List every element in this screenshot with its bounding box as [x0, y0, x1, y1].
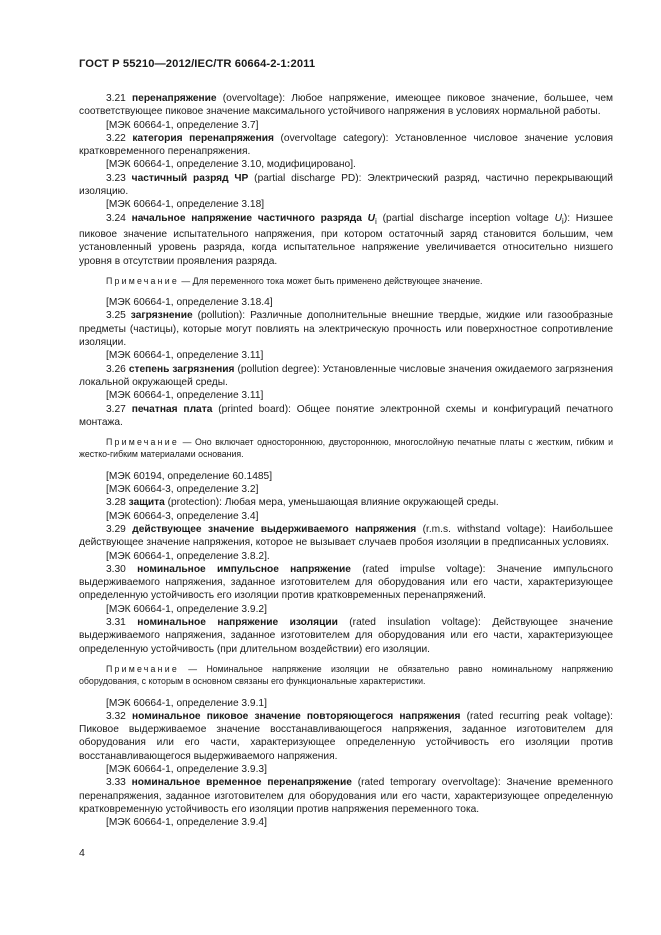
term-name: действующее значение выдерживаемого напряжения	[132, 523, 417, 535]
term-text: (overvoltage): Любое напряжение, имеющее пиковое значение, большее, чем соответствующее пиковое значение максимального устойчивого напряжения в условиях нормальной работы.	[79, 93, 613, 118]
term-text: (pollution degree): Установленные числовые значения ожидаемого загрязнения локальной окружающей среды.	[79, 363, 613, 388]
note-paragraph	[79, 436, 613, 461]
term-name: номинальное напряжение изоляции	[137, 617, 338, 629]
term-number: 3.25	[106, 310, 126, 322]
term-definition	[79, 172, 613, 199]
document-header: ГОСТ Р 55210—2012/IEC/TR 60664-2-1:2011	[79, 58, 316, 70]
term-definition	[79, 92, 613, 119]
note-text: — Оно включает одностороннюю, двустороннюю, многослойную печатные платы с жестким, гибким и жестко-гибким материалами основания.	[79, 437, 613, 460]
note-label: Примечание	[106, 275, 179, 286]
reference-line: [МЭК 60664-1, определение 3.11]	[106, 350, 264, 362]
term-text: (pollution): Различные дополнительные внешние твердые, жидкие или газообразные предметы (частицы), которые могут повлиять на электрическую прочность или поверхностное сопротивление изоляции.	[79, 310, 613, 349]
note-label: Примечание	[106, 663, 179, 674]
symbol-subscript: i	[375, 215, 377, 226]
term-number: 3.27	[106, 403, 126, 415]
term-text: (rated temporary overvoltage): Значение временного перенапряжения, заданное изготовителем для оборудования или его части, характеризующее определенную кратковременную устойчивость его изоляции против напряжения переменного тока.	[79, 777, 613, 815]
term-number: 3.33	[106, 777, 126, 789]
term-number: 3.22	[106, 132, 126, 144]
term-definition	[79, 403, 613, 430]
term-number: 3.21	[106, 93, 126, 104]
term-text: (r.m.s. withstand voltage): Наибольшее действующее значение напряжения, которое не вызывает случаев пробоя изоляции в предписанных условиях.	[79, 523, 613, 549]
term-text: (protection): Любая мера, уменьшающая влияние окружающей среды.	[164, 497, 499, 509]
term-definition	[79, 563, 613, 603]
reference-line: [МЭК 60664-1, определение 3.11]	[106, 390, 264, 402]
term-text: (overvoltage category): Установленное числовое значение условия кратковременного перенапряжения.	[79, 132, 613, 158]
reference-line: [МЭК 60664-1, определение 3.9.4]	[106, 817, 267, 829]
term-definition	[79, 363, 613, 390]
term-definition	[79, 710, 613, 763]
term-text: (partial discharge inception voltage	[376, 212, 555, 224]
note-text: — Номинальное напряжение изоляции не обязательно равно номинальному напряжению оборудования, с которым в основном связаны его функциональные характеристики.	[79, 663, 613, 687]
term-text: (rated recurring peak voltage): Пиковое выдерживаемое значение восстанавливающегося напряжения, заданное изготовителем для оборудования или его части, характеризующее определенную устойчивость его изоляции против восстанавливающегося выдерживаемого напряжения.	[79, 710, 613, 762]
term-number: 3.28	[106, 497, 126, 509]
term-number: 3.29	[106, 523, 126, 535]
term-number: 3.23	[106, 172, 126, 184]
note-text: — Для переменного тока может быть применено действующее значение.	[178, 275, 483, 286]
term-name: номинальное временное перенапряжение	[131, 777, 352, 789]
term-definition	[79, 132, 613, 159]
term-number: 3.30	[106, 563, 126, 575]
term-name: категория перенапряжения	[132, 132, 274, 144]
term-definition	[79, 523, 613, 550]
reference-line: [МЭК 60664-1, определение 3.9.2]	[106, 603, 267, 615]
note-paragraph	[79, 663, 613, 688]
reference-line: [МЭК 60664-1, определение 3.9.3]	[106, 763, 267, 775]
term-name: номинальное импульсное напряжение	[137, 563, 351, 575]
term-name: номинальное пиковое значение повторяющегося напряжения	[131, 710, 461, 722]
term-number: 3.32	[106, 710, 126, 722]
page-number: 4	[79, 847, 85, 859]
term-name: загрязнение	[130, 310, 193, 322]
reference-line: [МЭК 60664-3, определение 3.2]	[106, 484, 259, 496]
term-number: 3.24	[106, 212, 126, 224]
term-text: ): Низшее пиковое значение испытательного напряжения, при котором остаточный заряд становится большим, чем установленный уровень разряда, когда испытательное напряжение увеличивается относительно низшего уровня в отсутствии проявления разряда.	[79, 212, 613, 267]
term-definition	[79, 309, 613, 349]
reference-line: [МЭК 60194, определение 60.1485]	[106, 470, 273, 482]
term-name: степень загрязнения	[128, 363, 235, 375]
reference-line: [МЭК 60664-1, определение 3.9.1]	[106, 697, 267, 709]
term-text: (rated insulation voltage): Действующее значение выдерживаемого напряжения, заданное изготовителем для оборудования или его части, характеризующее определенную устойчивость (при длительном воздействии) его изоляции.	[79, 617, 613, 655]
term-definition	[79, 616, 613, 656]
reference-line: [МЭК 60664-3, определение 3.4]	[106, 510, 259, 522]
term-definition	[79, 212, 613, 268]
reference-line: [МЭК 60664-1, определение 3.18]	[106, 199, 265, 211]
term-name: защита	[128, 497, 165, 509]
term-definition	[79, 496, 613, 509]
reference-line: [МЭК 60664-1, определение 3.18.4]	[106, 297, 273, 309]
term-text: (partial discharge PD): Электрический разряд, частично перекрывающий изоляцию.	[79, 172, 613, 198]
symbol-subscript: i	[561, 215, 564, 226]
term-name: начальное напряжение частичного разряда	[131, 212, 368, 224]
term-name: печатная плата	[131, 403, 213, 415]
term-name: перенапряжение	[132, 93, 217, 104]
term-number: 3.31	[106, 617, 126, 629]
symbol: U	[554, 212, 562, 224]
document-body	[79, 92, 613, 829]
term-name: частичный разряд ЧР	[131, 172, 249, 184]
reference-line: [МЭК 60664-1, определение 3.8.2].	[106, 550, 270, 562]
term-number: 3.26	[106, 363, 126, 375]
term-definition	[79, 776, 613, 816]
reference-line: [МЭК 60664-1, определение 3.10, модифицировано].	[106, 159, 356, 171]
symbol: U	[367, 212, 376, 224]
term-text: (rated impulse voltage): Значение импульсного выдерживаемого напряжения, заданное изготовителем для оборудования или его части, характеризующее определенную устойчивость его изоляции против кратковременных перенапряжений.	[79, 563, 613, 602]
note-paragraph	[79, 275, 613, 287]
term-text: (printed board): Общее понятие электронной схемы и конфигураций печатного монтажа.	[79, 403, 613, 428]
note-label: Примечание	[106, 437, 179, 448]
reference-line: [МЭК 60664-1, определение 3.7]	[106, 119, 259, 131]
